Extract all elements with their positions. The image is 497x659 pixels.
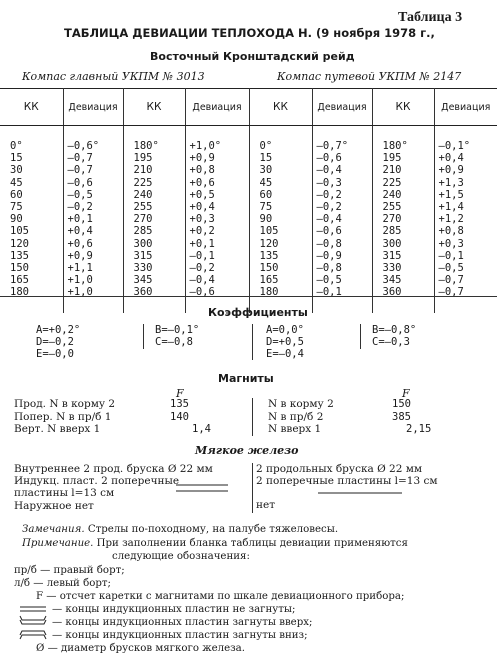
- cell-deviation: +1,5: [438, 188, 464, 201]
- legend-diameter: Ø — диаметр бруcков мягкого железа.: [36, 643, 245, 654]
- magnets-left-labels: [14, 398, 115, 436]
- coef-d-left: D=—0,2: [36, 336, 74, 348]
- cell-kk: 0°: [249, 140, 312, 152]
- coef-divider-2: [252, 324, 253, 360]
- cell-kk: 270: [123, 213, 185, 225]
- cell-deviation: —0,6: [63, 177, 123, 189]
- soft-iron-right-plates: 2 поперечные пластины l=13 см: [256, 475, 438, 488]
- table-row: [0, 238, 497, 250]
- magnet-longitudinal-label: Прод. N в корму 2: [14, 398, 116, 410]
- cell-deviation: —0,5: [63, 189, 123, 201]
- cell-deviation: —0,6°: [63, 140, 123, 152]
- cell-kk: 330: [123, 262, 185, 274]
- cell-deviation: +1,0: [63, 274, 123, 286]
- header-deviation-3: Девиация: [312, 89, 372, 126]
- cell-kk: 315: [123, 250, 185, 262]
- cell-deviation: —0,3: [312, 177, 372, 189]
- table-row: [0, 262, 497, 274]
- soft-iron-plates: Индукц. пласт. 2 поперечные: [14, 475, 180, 488]
- note-text: При заполнении бланка таблицы девиации применяются: [96, 538, 408, 549]
- magnets-heading: Магниты: [218, 372, 274, 385]
- deviation-table: [0, 88, 497, 313]
- cell-deviation: —0,7: [63, 164, 123, 176]
- header-deviation-1: Девиация: [63, 89, 123, 126]
- magnet-vertical-value: 1,4: [192, 423, 211, 435]
- magnet-vertical-label: Верт. N вверх 1: [14, 423, 101, 435]
- cell-deviation: +0,4: [185, 201, 249, 213]
- cell-deviation: —0,4: [185, 274, 249, 286]
- cell-kk: 45: [0, 177, 63, 189]
- header-deviation-2: Девиация: [185, 89, 249, 126]
- cell-kk: 225: [372, 177, 434, 189]
- cell-kk: 180°: [123, 140, 185, 152]
- table-row: [0, 140, 497, 152]
- soft-iron-internal: Внутреннее 2 прод. бруска Ø 22 мм: [14, 463, 213, 475]
- magnets-f-right: F: [402, 387, 410, 400]
- note-line: [22, 538, 408, 549]
- remarks-line: [22, 524, 338, 535]
- cell-deviation: +0,4: [438, 152, 464, 165]
- legend-bent-up: — концы индукционных пластин загнуты вверх;: [52, 617, 313, 628]
- cell-deviation: —0,6: [312, 152, 372, 164]
- table-row: [0, 225, 497, 237]
- cell-deviation: —0,1: [438, 249, 464, 262]
- compass-main-label: Компас главный УКПМ № 3013: [22, 70, 205, 83]
- table-row: [0, 152, 497, 164]
- coef-e-right: E=—0,4: [266, 348, 304, 360]
- coef-c-left: C=—0,8: [155, 336, 193, 348]
- plate-flat-icon: [20, 607, 46, 611]
- header-kk-3: КК: [249, 89, 312, 126]
- cell-kk: 90: [0, 213, 63, 225]
- cell-deviation: —0,1°: [438, 140, 471, 152]
- table-row: [0, 274, 497, 286]
- cell-kk: 120: [0, 238, 63, 250]
- cell-kk: 180°: [372, 140, 434, 152]
- coefficients-left-col2: [155, 324, 199, 348]
- coef-b-left: B=—0,1°: [155, 324, 200, 336]
- cell-deviation: —0,5: [438, 262, 464, 275]
- cell-deviation: —0,8: [312, 238, 372, 250]
- cell-deviation: +1,2: [438, 213, 464, 226]
- cell-deviation: +0,9: [438, 164, 464, 177]
- cell-deviation: +0,5: [185, 189, 249, 201]
- plate-legend-symbols: [16, 603, 50, 643]
- magnet-right-vertical-label: N вверх 1: [268, 423, 322, 435]
- magnet-transverse-label: Попер. N в пр/б 1: [14, 410, 112, 423]
- cell-kk: 75: [249, 201, 312, 213]
- cell-kk: 240: [123, 189, 185, 201]
- table-row: [0, 164, 497, 176]
- cell-deviation: +0,2: [185, 225, 249, 237]
- coef-a-right: A=0,0°: [266, 324, 304, 336]
- cell-deviation: +0,6: [185, 177, 249, 189]
- cell-kk: 30: [0, 164, 63, 176]
- coef-b-right: B=—0,8°: [372, 324, 417, 336]
- header-kk-4: КК: [372, 89, 434, 126]
- cell-deviation: +1,1: [63, 262, 123, 274]
- magnets-right-labels: [268, 398, 334, 436]
- header-kk-2: КК: [123, 89, 185, 126]
- cell-deviation: —0,2: [312, 189, 372, 201]
- cell-kk: 60: [0, 189, 63, 201]
- magnet-right-longitudinal-value: 150: [392, 398, 411, 410]
- cell-kk: 240: [372, 189, 434, 201]
- coef-d-right: D=+0,5: [266, 336, 304, 348]
- header-kk-1: КК: [0, 89, 63, 126]
- cell-kk: 345: [372, 274, 434, 286]
- plate-symbol-right: [316, 489, 406, 499]
- cell-kk: 135: [0, 250, 63, 262]
- cell-kk: 330: [372, 262, 434, 274]
- coef-c-right: C=—0,3: [372, 336, 410, 348]
- cell-kk: 345: [123, 274, 185, 286]
- cell-kk: 150: [0, 262, 63, 274]
- cell-deviation: +0,3: [185, 213, 249, 225]
- cell-kk: 75: [0, 201, 63, 213]
- cell-deviation: +0,8: [185, 164, 249, 176]
- coefficients-left-col1: [36, 324, 80, 360]
- cell-kk: 30: [249, 164, 312, 176]
- cell-kk: 180: [249, 286, 312, 298]
- cell-deviation: —0,4: [312, 213, 372, 225]
- cell-deviation: +0,9: [185, 152, 249, 164]
- cell-kk: 210: [123, 164, 185, 176]
- cell-deviation: —0,6: [185, 286, 249, 298]
- coef-a-left: A=+0,2°: [36, 324, 81, 336]
- coefficients-heading: Коэффициенты: [208, 306, 308, 319]
- table-bottom-rule: [0, 296, 497, 297]
- cell-deviation: —0,7: [63, 152, 123, 164]
- cell-kk: 105: [0, 225, 63, 237]
- magnets-divider: [252, 398, 253, 436]
- cell-kk: 195: [372, 152, 434, 164]
- magnets-f-left: F: [176, 387, 184, 400]
- cell-kk: 210: [372, 164, 434, 176]
- table-number-tag: Таблица 3: [398, 10, 463, 25]
- coef-divider-1: [143, 324, 144, 349]
- table-row: [0, 189, 497, 201]
- compass-travel-label: Компас путевой УКПМ № 2147: [277, 70, 462, 83]
- cell-deviation: —0,1: [312, 286, 372, 298]
- cell-kk: 255: [123, 201, 185, 213]
- remarks-label: Замечания.: [22, 524, 85, 535]
- magnet-right-transverse-label: N в пр/б 2: [268, 410, 324, 423]
- cell-deviation: —0,7: [438, 286, 464, 299]
- magnet-right-vertical-value: 2,15: [406, 423, 432, 435]
- cell-deviation: —0,7: [438, 274, 464, 287]
- cell-kk: 165: [249, 274, 312, 286]
- cell-kk: 135: [249, 250, 312, 262]
- remarks-text: Стрелы по-походному, на палубе тяжеловесы.: [87, 524, 339, 535]
- location-label: Восточный Кронштадский рейд: [150, 50, 355, 63]
- cell-kk: 285: [123, 225, 185, 237]
- coefficients-right-col2: [372, 324, 416, 348]
- cell-deviation: —0,2: [63, 201, 123, 213]
- cell-kk: 120: [249, 238, 312, 250]
- cell-deviation: —0,4: [312, 164, 372, 176]
- cell-kk: 315: [372, 250, 434, 262]
- cell-kk: 0°: [0, 140, 63, 152]
- table-row: [0, 201, 497, 213]
- table-row: [0, 250, 497, 262]
- cell-deviation: —0,7°: [312, 140, 372, 152]
- cell-kk: 225: [123, 177, 185, 189]
- soft-iron-divider: [252, 463, 253, 513]
- table-header-row: [0, 89, 497, 126]
- cell-kk: 15: [0, 152, 63, 164]
- note-label: Примечание.: [22, 538, 94, 549]
- soft-iron-right-external: нет: [256, 499, 276, 512]
- table-row: [0, 213, 497, 225]
- header-deviation-4: Девиация: [434, 89, 497, 126]
- magnet-transverse-value: 140: [170, 410, 189, 423]
- cell-kk: 360: [123, 286, 185, 298]
- table-row: [0, 177, 497, 189]
- plate-bent-down-icon: [20, 631, 46, 639]
- note-text-continued: следующие обозначения:: [112, 551, 250, 562]
- cell-deviation: +1,0: [63, 286, 123, 298]
- cell-deviation: +0,6: [63, 238, 123, 250]
- coefficients-right-col1: [266, 324, 304, 360]
- magnet-right-transverse-value: 385: [392, 410, 411, 423]
- cell-deviation: +0,1: [63, 213, 123, 225]
- soft-iron-external: Наружное нет: [14, 499, 94, 512]
- legend-port: л/б — левый борт;: [14, 578, 111, 589]
- cell-deviation: +0,3: [438, 237, 464, 250]
- cell-kk: 15: [249, 152, 312, 164]
- cell-kk: 195: [123, 152, 185, 164]
- soft-iron-right-bars: 2 продольных бруска Ø 22 мм: [256, 463, 423, 475]
- cell-deviation: +0,9: [63, 250, 123, 262]
- legend-starboard: пр/б — правый борт;: [14, 565, 125, 576]
- cell-deviation: +0,8: [438, 225, 464, 238]
- cell-kk: 60: [249, 189, 312, 201]
- soft-iron-heading: Мягкое железо: [195, 444, 299, 457]
- cell-kk: 255: [372, 201, 434, 213]
- legend-bent-down: — концы индукционных пластин загнуты вниз;: [52, 630, 308, 641]
- cell-deviation: +1,0°: [185, 140, 249, 152]
- cell-deviation: +0,1: [185, 238, 249, 250]
- magnets-left-values: [170, 398, 211, 436]
- soft-iron-plate-length: пластины l=13 см: [14, 487, 115, 500]
- cell-deviation: +1,3: [438, 176, 464, 189]
- cell-kk: 150: [249, 262, 312, 274]
- magnets-right-values: [392, 398, 431, 436]
- legend-not-bent: — концы индукционных пластин не загнуты;: [52, 604, 296, 615]
- cell-deviation: —0,6: [312, 225, 372, 237]
- cell-kk: 300: [372, 238, 434, 250]
- magnet-longitudinal-value: 135: [170, 398, 189, 410]
- magnet-right-longitudinal-label: N в корму 2: [268, 398, 334, 410]
- cell-kk: 45: [249, 177, 312, 189]
- cell-deviation: +0,4: [63, 225, 123, 237]
- cell-kk: 105: [249, 225, 312, 237]
- legend-f: F — отсчет каретки с магнитами по шкале девиационного прибора;: [36, 591, 405, 602]
- cell-kk: 180: [0, 286, 63, 298]
- page-title: ТАБЛИЦА ДЕВИАЦИИ ТЕПЛОХОДА Н. (9 ноября 1978 г.,: [64, 26, 435, 40]
- soft-iron-right: [256, 463, 438, 512]
- cell-deviation: —0,5: [312, 274, 372, 286]
- coef-e-left: E=—0,0: [36, 348, 74, 360]
- plate-symbol-left: [174, 481, 234, 495]
- coef-divider-3: [360, 324, 361, 349]
- cell-deviation: —0,2: [312, 201, 372, 213]
- cell-kk: 285: [372, 225, 434, 237]
- cell-deviation: —0,2: [185, 262, 249, 274]
- cell-kk: 90: [249, 213, 312, 225]
- cell-deviation: +1,4: [438, 201, 464, 214]
- cell-kk: 165: [0, 274, 63, 286]
- legend-list: [14, 564, 404, 655]
- cell-deviation: —0,9: [312, 250, 372, 262]
- plate-bent-up-icon: [20, 616, 46, 624]
- cell-deviation: —0,1: [185, 250, 249, 262]
- cell-deviation: —0,8: [312, 262, 372, 274]
- cell-kk: 300: [123, 238, 185, 250]
- cell-kk: 360: [372, 286, 434, 298]
- cell-kk: 270: [372, 213, 434, 225]
